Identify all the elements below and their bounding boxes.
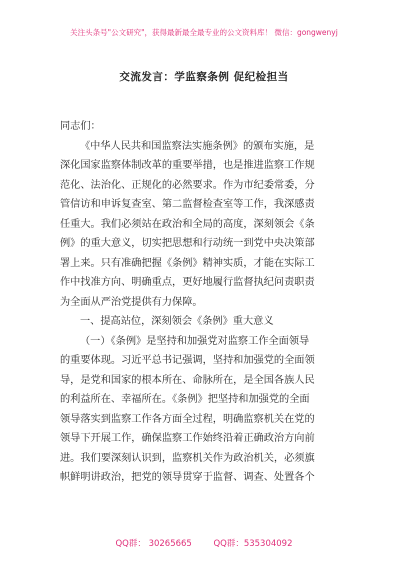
paragraph-line: 深化国家监察体制改革的重要举措，也是推进监察工作规 [60, 160, 315, 171]
document-title: 交流发言：学监察条例 促纪检担当 [119, 71, 289, 83]
paragraph-line: 署上来。只有准确把握《条例》精神实质，才能在实际工 [60, 257, 315, 269]
paragraph-line: 的重要体现。习近平总书记强调，坚持和加强党的全面领 [60, 355, 315, 366]
paragraph-line: 《中华人民共和国监察法实施条例》的颁布实施，是 [80, 140, 315, 152]
paragraph-line: 的利益所在、幸福所在。《条例》把坚持和加强党的全面 [60, 394, 310, 405]
footer-contacts: QQ群： 30265665 QQ群：535304092 [115, 539, 293, 549]
paragraph-line: 帜鲜明讲政治，把党的领导贯穿于监督、调查、处置各个 [60, 472, 315, 483]
paragraph-line: 进。我们要深刻认识到，监察机关作为政治机关，必须旗 [60, 452, 315, 464]
paragraph-line: 范化、法治化、正规化的必然要求。作为市纪委常委，分 [60, 179, 315, 191]
paragraph-line: 领导落实到监察工作各方面全过程，明确监察机关在党的 [60, 413, 315, 425]
paragraph-line: 例》的重大意义，切实把思想和行动统一到党中央决策部 [60, 238, 315, 249]
paragraph-line: 导，是党和国家的根本所在、命脉所在，是全国各族人民 [60, 374, 315, 386]
header-notice: 关注头条号"公文研究"，获得最新最全最专业的公文资料库！ 微信：gongwenyj [70, 28, 338, 37]
paragraph-line: （一）《条例》是坚持和加强党对监察工作全面领导 [80, 335, 310, 347]
paragraph-line: 管信访和申诉复查室、第二监督检查室等工作，我深感责 [60, 199, 315, 210]
section-heading: 一、提高站位，深刻领会《条例》重大意义 [80, 316, 274, 327]
paragraph-line: 作中找准方向、明确重点，更好地履行监督执纪问责职责 [60, 277, 315, 288]
document-body [60, 117, 356, 488]
paragraph-line: 领导下开展工作，确保监察工作始终沿着正确政治方向前 [60, 433, 315, 444]
paragraph-line: 任重大。我们必须站在政治和全局的高度，深刻领会《条 [60, 218, 315, 230]
salutation: 同志们： [60, 121, 101, 132]
paragraph-line: 为全面从严治党提供有力保障。 [60, 296, 203, 308]
